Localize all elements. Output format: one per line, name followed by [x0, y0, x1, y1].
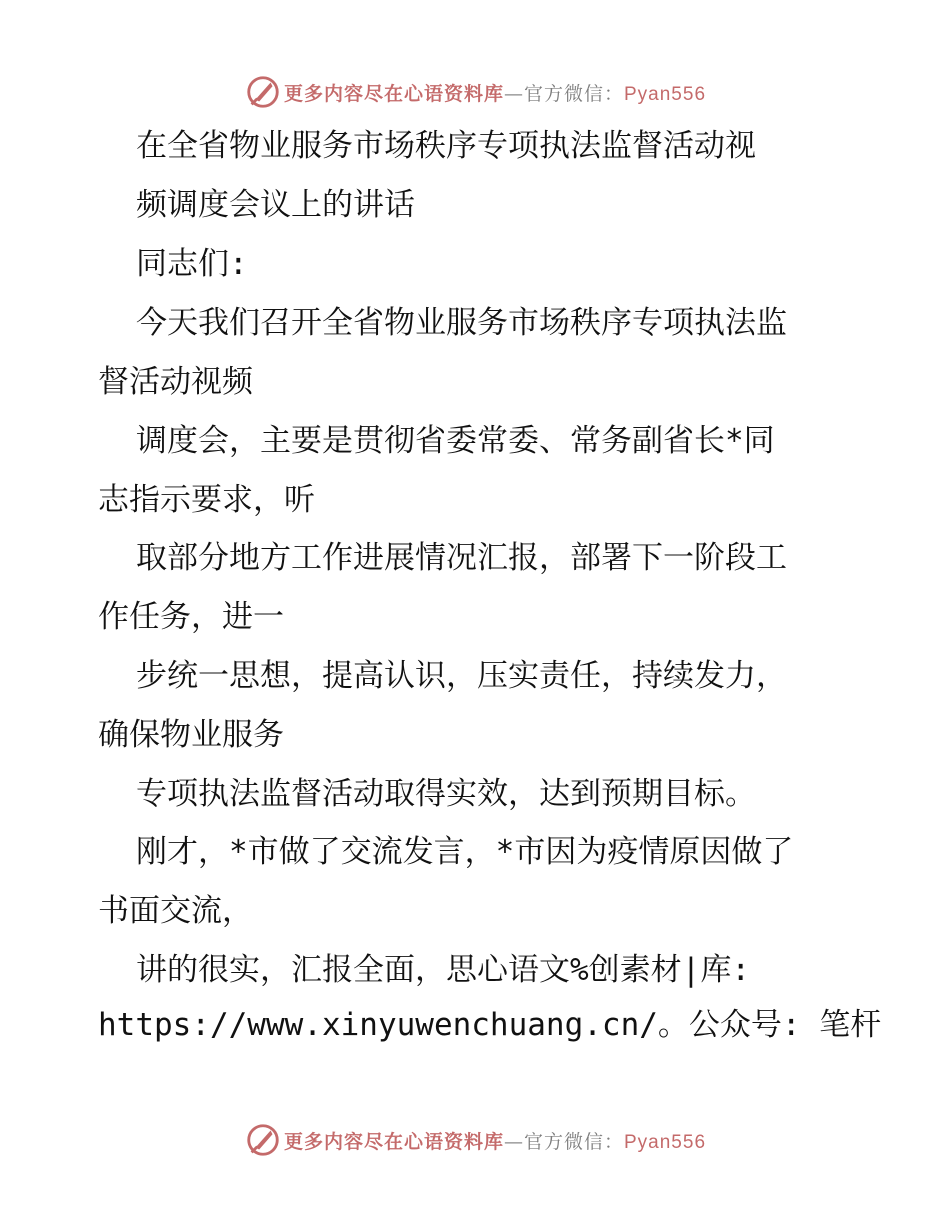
quill-pen-circle-icon — [244, 1121, 282, 1159]
banner-library-name: 更多内容尽在心语资料库 — [283, 82, 504, 105]
doc-paragraph-line: 志指示要求，听 — [98, 482, 315, 518]
banner-library-name: 更多内容尽在心语资料库 — [283, 1130, 504, 1153]
banner-separator: — — [503, 82, 524, 105]
doc-paragraph-line: 今天我们召开全省物业服务市场秩序专项执法监 — [136, 305, 787, 341]
doc-paragraph-line: 作任务，进一 — [98, 599, 284, 635]
doc-paragraph-line: 讲的很实，汇报全面，思心语文%创素材|库: — [136, 952, 750, 988]
doc-paragraph-line: 调度会，主要是贯彻省委常委、常务副省长*同 — [136, 423, 775, 459]
banner-wechat-label: 官方微信： — [523, 1130, 624, 1153]
doc-paragraph-line: 督活动视频 — [98, 364, 253, 400]
doc-paragraph-line: 取部分地方工作进展情况汇报，部署下一阶段工 — [136, 540, 787, 576]
doc-paragraph-line: https://www.xinyuwenchuang.cn/。公众号: 笔杆 — [98, 1007, 882, 1043]
doc-salutation: 同志们: — [136, 246, 248, 282]
banner-wechat-label: 官方微信： — [523, 82, 624, 105]
doc-title-line-1: 在全省物业服务市场秩序专项执法监督活动视 — [136, 128, 756, 164]
banner-text — [284, 1127, 706, 1154]
doc-paragraph-line: 书面交流， — [98, 893, 253, 929]
banner-wechat-id: Pyan556 — [624, 1131, 707, 1153]
doc-paragraph-line: 专项执法监督活动取得实效，达到预期目标。 — [136, 776, 756, 812]
doc-paragraph-line: 确保物业服务 — [98, 717, 284, 753]
footer-banner — [0, 1120, 950, 1160]
banner-separator: — — [503, 1130, 524, 1153]
doc-paragraph-line: 步统一思想，提高认识，压实责任，持续发力， — [136, 658, 787, 694]
banner-wechat-id: Pyan556 — [624, 83, 707, 105]
doc-title-line-2: 频调度会议上的讲话 — [136, 187, 415, 223]
doc-paragraph-line: 刚才，*市做了交流发言，*市因为疫情原因做了 — [136, 834, 794, 870]
